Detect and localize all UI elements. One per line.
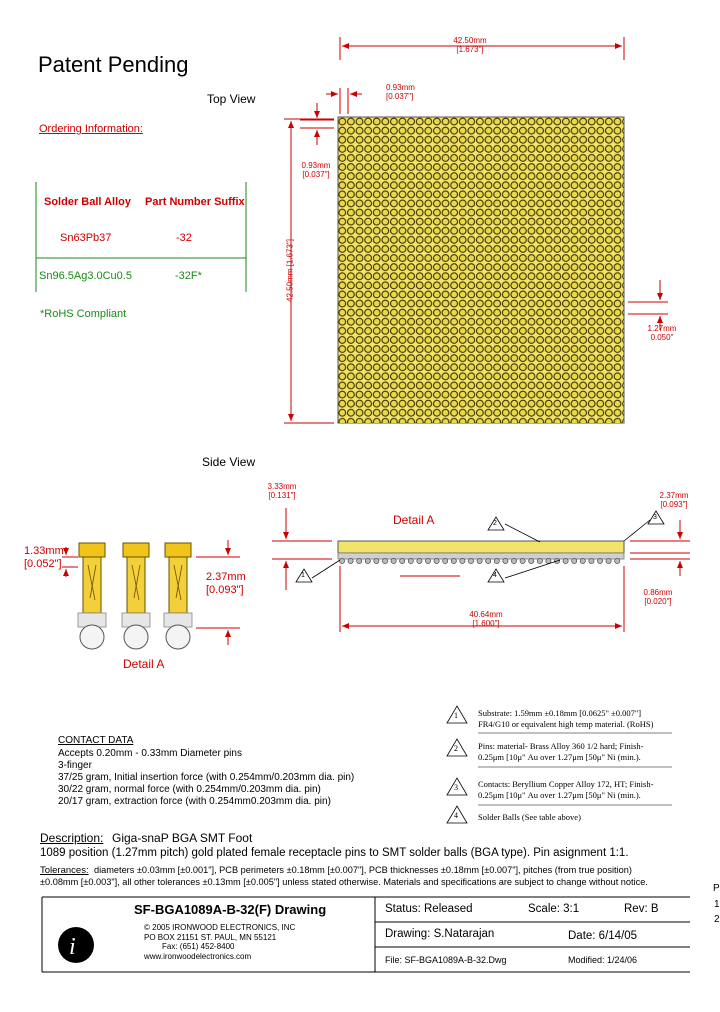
side-solder-ball [365,558,370,563]
dimension-pitch-y [300,103,334,145]
contact-data-heading: CONTACT DATA [58,735,134,746]
side-solder-ball [417,558,422,563]
detail-pin [122,543,150,649]
side-flag-1: 1 [301,572,305,579]
description-name: Giga-snaP BGA SMT Foot [112,831,253,845]
status: Status: Released [385,903,473,915]
side-solder-ball [529,558,534,563]
edge-char-2: 1 [714,899,720,910]
file-name: File: SF-BGA1089A-B-32.Dwg [385,955,507,965]
side-solder-ball [503,558,508,563]
contact-data-lines: Accepts 0.20mm - 0.33mm Diameter pins 3-finger 37/25 gram, Initial insertion force (with 0.254mm/0.203mm dia. pin) 30/22 gram, normal force (with 0.254mm/0.203mm dia. pin) 20/17 gram, extraction force (with 0.254mm0.203mm dia. pin) [58,748,355,807]
svg-text:i: i [69,934,76,960]
note-4: Solder Balls (See table above) [478,812,581,822]
detail-a-label: Detail A [123,657,165,671]
note-2-number: 2 [454,744,458,753]
note-3-number: 3 [454,783,458,792]
side-view-assembly [338,541,624,564]
side-solder-ball [615,558,620,563]
revision: Rev: B [624,903,659,915]
side-solder-ball [382,558,387,563]
detail-a-callout: Detail A [393,513,435,527]
edge-char-3: 2 [714,914,720,925]
side-solder-ball [400,558,405,563]
ordering-row-1-alloy: Sn63Pb37 [60,232,112,244]
side-solder-ball [494,558,499,563]
tolerances-label: Tolerances: [40,865,89,876]
side-solder-ball [589,558,594,563]
side-solder-ball [486,558,491,563]
dim-detail-133: 1.33mm [0.052"] [24,545,64,570]
side-solder-ball [460,558,465,563]
dim-pitch-x: 0.93mm [0.037"] [386,83,415,101]
side-solder-ball [563,558,568,563]
side-solder-ball [408,558,413,563]
side-flag-4: 4 [493,572,497,579]
dim-pitch-y: 0.93mm [0.037"] [301,161,331,179]
detail-a-pins [78,543,192,649]
side-solder-ball [374,558,379,563]
drawn-by: Drawing: S.Natarajan [385,928,495,940]
ordering-heading: Ordering Information: [39,123,143,135]
tolerances-line-1: diameters ±0.03mm [±0.001"], PCB perimeters ±0.18mm [±0.007"], PCB thicknesses ±0.18mm [±0.007"], pitches (from true position) [94,865,632,875]
note-1-number: 1 [454,711,458,720]
side-solder-ball [391,558,396,563]
patent-pending-title: Patent Pending [38,52,189,77]
dim-detail-237: 2.37mm [0.093"] [206,571,246,596]
description-label: Description: [40,831,104,845]
ordering-col-suffix: Part Number Suffix [145,196,245,208]
side-solder-ball [443,558,448,563]
note-flags [447,706,467,823]
side-solder-ball [511,558,516,563]
side-solder-ball [468,558,473,563]
company-logo [58,927,94,963]
dim-top-width: 42.50mm [1.673"] [453,36,487,54]
tolerances-line-2: ±0.08mm [±0.003"], all other tolerances ±0.13mm [±0.005"] unless stated otherwise. Materials and specifications are subject to change without notice. [40,877,648,887]
side-solder-ball [520,558,525,563]
dim-pitch-127: 1.27mm 0.050" [647,324,677,342]
dim-side-237: 2.37mm [0.093"] [659,491,689,509]
dimension-pitch-127 [628,280,668,330]
ordering-row-1-suffix: -32 [176,232,192,244]
drawing-title: SF-BGA1089A-B-32(F) Drawing [134,902,327,917]
dim-side-333: 3.33mm [0.131"] [267,482,297,500]
scale: Scale: 3:1 [528,903,580,915]
side-solder-ball [597,558,602,563]
edge-char-1: P [713,883,720,894]
side-solder-ball [339,558,344,563]
side-solder-ball [434,558,439,563]
note-2: Pins: material- Brass Alloy 360 1/2 hard; Finish- 0.25μm [10μ" Au over 1.27μm [50μ" Ni (min.). [478,741,644,762]
side-solder-ball [477,558,482,563]
ordering-col-alloy: Solder Ball Alloy [44,196,132,208]
description-line: 1089 position (1.27mm pitch) gold plated female receptacle pins to SMT solder balls (BGA type). Pin asignment 1:1. [40,847,629,859]
note-1: Substrate: 1.59mm ±0.18mm [0.0625" ±0.007"] FR4/G10 or equivalent high temp material. (RoHS) [478,708,654,729]
detail-pin [78,543,106,649]
side-solder-ball [572,558,577,563]
dim-side-4064: 40.64mm [1.600"] [469,610,503,628]
ordering-row-2-alloy: Sn96.5Ag3.0Cu0.5 [39,270,132,282]
side-solder-ball [537,558,542,563]
dim-side-086: 0.86mm [0.020"] [643,588,673,606]
side-solder-ball [580,558,585,563]
rohs-note: *RoHS Compliant [40,308,127,320]
note-3: Contacts: Beryllium Copper Alloy 172, HT; Finish- 0.25μm [10μ" Au over 1.27μm [50μ" Ni (min.). [478,779,654,800]
detail-pin [164,543,192,649]
side-solder-ball [606,558,611,563]
side-flag-3: 3 [653,514,657,521]
note-4-number: 4 [454,811,458,820]
side-solder-ball [348,558,353,563]
modified-date: Modified: 1/24/06 [568,955,638,965]
bga-ball-grid [338,117,624,423]
side-solder-ball [425,558,430,563]
date: Date: 6/14/05 [568,930,638,942]
top-view-label: Top View [207,92,256,106]
ordering-row-2-suffix: -32F* [175,270,202,282]
side-solder-ball [451,558,456,563]
dim-top-height: 42.50mm [1.673"] [285,239,295,302]
dimension-pitch-x [326,88,362,114]
side-solder-ball [357,558,362,563]
side-view-label: Side View [202,455,256,469]
company-info: © 2005 IRONWOOD ELECTRONICS, INC PO BOX 21151 ST. PAUL, MN 55121 Fax: (651) 452-8400 www.ironwoodelectronics.com [144,923,296,961]
side-flag-2: 2 [493,520,497,527]
